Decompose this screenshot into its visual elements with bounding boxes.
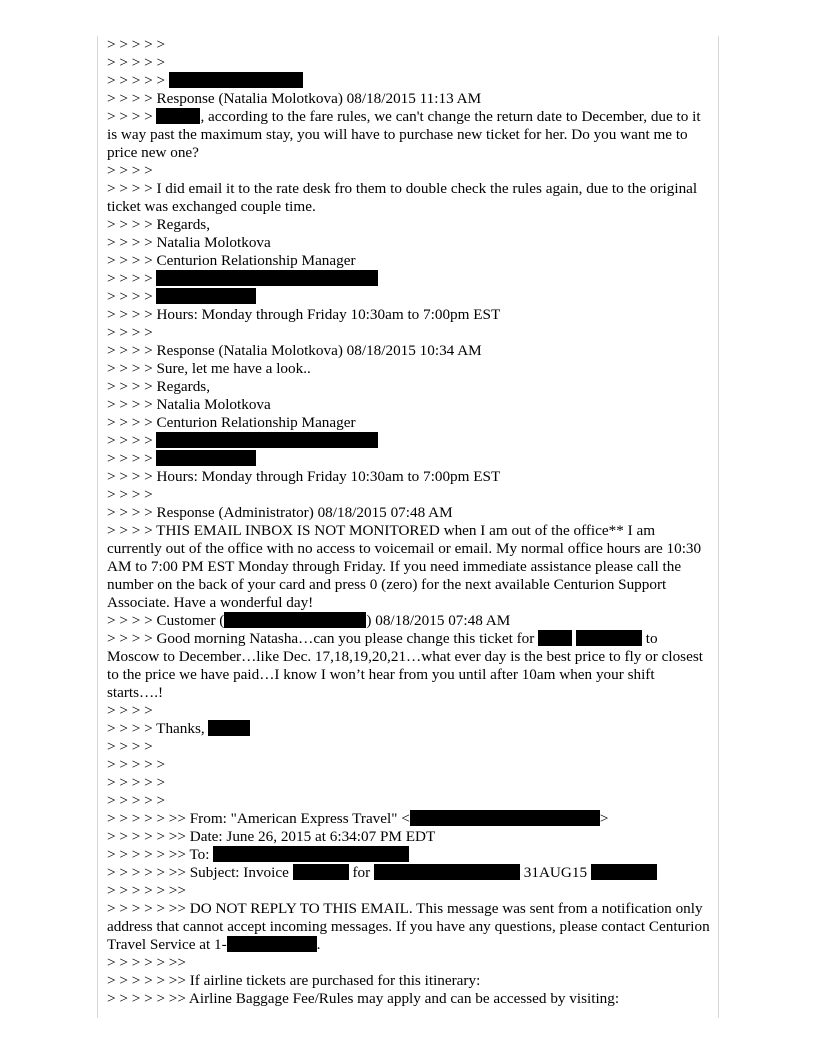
signature-line: > > > > Hours: Monday through Friday 10:30am to 7:00pm EST: [107, 468, 501, 485]
email-subject-header: > > > > > >> Subject: Invoice for 31AUG15: [107, 864, 713, 882]
email-to-header: > > > > > >> To:: [107, 846, 713, 864]
redaction-block: [208, 720, 250, 736]
redaction-block: [410, 810, 600, 826]
message-text: > > > > Good morning Natasha…can you please change this ticket for to Moscow to December…like Dec. 17,18,19,20,21…what ever day is the best price to fly or closest to the price we have paid…I know I won’t hear from you until after 10am when your shift starts….!: [107, 630, 703, 701]
redaction-block: [156, 270, 378, 286]
quote-line: > > > > > >>: [107, 954, 186, 971]
response-header: > > > > Response (Administrator) 08/18/2015 07:48 AM: [107, 504, 453, 521]
signature-line: > > > > Hours: Monday through Friday 10:30am to 7:00pm EST: [107, 306, 501, 323]
redaction-block: [374, 864, 520, 880]
redaction-block: [591, 864, 657, 880]
signature-line: > > > >: [107, 450, 713, 468]
quote-line: > > > > >: [107, 792, 166, 809]
signature-line: > > > > Natalia Molotkova: [107, 396, 271, 413]
quote-line: > > > > > >>: [107, 882, 186, 899]
message-text: > > > > > >> If airline tickets are purchased for this itinerary:: [107, 972, 481, 989]
redaction-block: [156, 432, 378, 448]
redaction-block: [213, 846, 409, 862]
quote-line: > > > > >: [107, 774, 166, 791]
quote-line: > > > >: [107, 486, 153, 503]
redaction-block: [227, 936, 317, 952]
redaction-block: [156, 288, 256, 304]
message-text: > > > > > >> DO NOT REPLY TO THIS EMAIL. This message was sent from a notification only address that cannot accept incoming messages. If you have any questions, please contact Centurion Travel Service at 1- .: [107, 900, 710, 953]
response-header: > > > > Response (Natalia Molotkova) 08/18/2015 10:34 AM: [107, 342, 482, 359]
signature-line: > > > > Regards,: [107, 216, 211, 233]
message-text: > > > > THIS EMAIL INBOX IS NOT MONITORED when I am out of the office** I am currently out of the office with no access to voicemail or email. My normal office hours are 10:30 AM to 7:00 PM EST Monday through Friday. If you need immediate assistance please call the number on the back of your card and press 0 (zero) for the next available Centurion Support Associate. Have a wonderful day!: [107, 522, 702, 611]
redaction-block: [293, 864, 349, 880]
message-text: > > > > I did email it to the rate desk fro them to double check the rules again, due to the original ticket was exchanged couple time.: [107, 180, 698, 215]
quote-line: > > > > >: [107, 72, 713, 90]
signature-line: > > > > Natalia Molotkova: [107, 234, 271, 251]
quote-line: > > > > >: [107, 36, 166, 53]
signature-line: > > > >: [107, 270, 713, 288]
quote-line: > > > > >: [107, 54, 166, 71]
redaction-block: [576, 630, 642, 646]
quote-line: > > > >: [107, 162, 153, 179]
email-from-header: > > > > > >> From: "American Express Travel" < >: [107, 810, 609, 827]
response-header: > > > > Response (Natalia Molotkova) 08/18/2015 11:13 AM: [107, 90, 482, 107]
message-text: > > > > > >> Airline Baggage Fee/Rules may apply and can be accessed by visiting:: [107, 990, 620, 1007]
quote-line: > > > >: [107, 702, 153, 719]
message-text: > > > > , according to the fare rules, we can't change the return date to December, due to it is way past the maximum stay, you will have to purchase new ticket for her. Do you want me to price new one?: [107, 108, 701, 161]
quote-line: > > > > >: [107, 756, 166, 773]
signature-line: > > > > Centurion Relationship Manager: [107, 414, 356, 431]
redaction-block: [156, 108, 200, 124]
email-date-header: > > > > > >> Date: June 26, 2015 at 6:34:07 PM EDT: [107, 828, 436, 845]
message-text: > > > > Thanks,: [107, 720, 713, 738]
signature-line: > > > > Centurion Relationship Manager: [107, 252, 356, 269]
quote-line: > > > >: [107, 738, 153, 755]
signature-line: > > > >: [107, 432, 713, 450]
signature-line: > > > >: [107, 288, 713, 306]
response-header: > > > > Customer ( ) 08/18/2015 07:48 AM: [107, 612, 511, 629]
redaction-block: [169, 72, 303, 88]
signature-line: > > > > Regards,: [107, 378, 211, 395]
redaction-block: [538, 630, 572, 646]
redaction-block: [224, 612, 366, 628]
redaction-block: [156, 450, 256, 466]
message-text: > > > > Sure, let me have a look..: [107, 360, 311, 377]
email-thread-body: [107, 36, 713, 1008]
quote-line: > > > >: [107, 324, 153, 341]
